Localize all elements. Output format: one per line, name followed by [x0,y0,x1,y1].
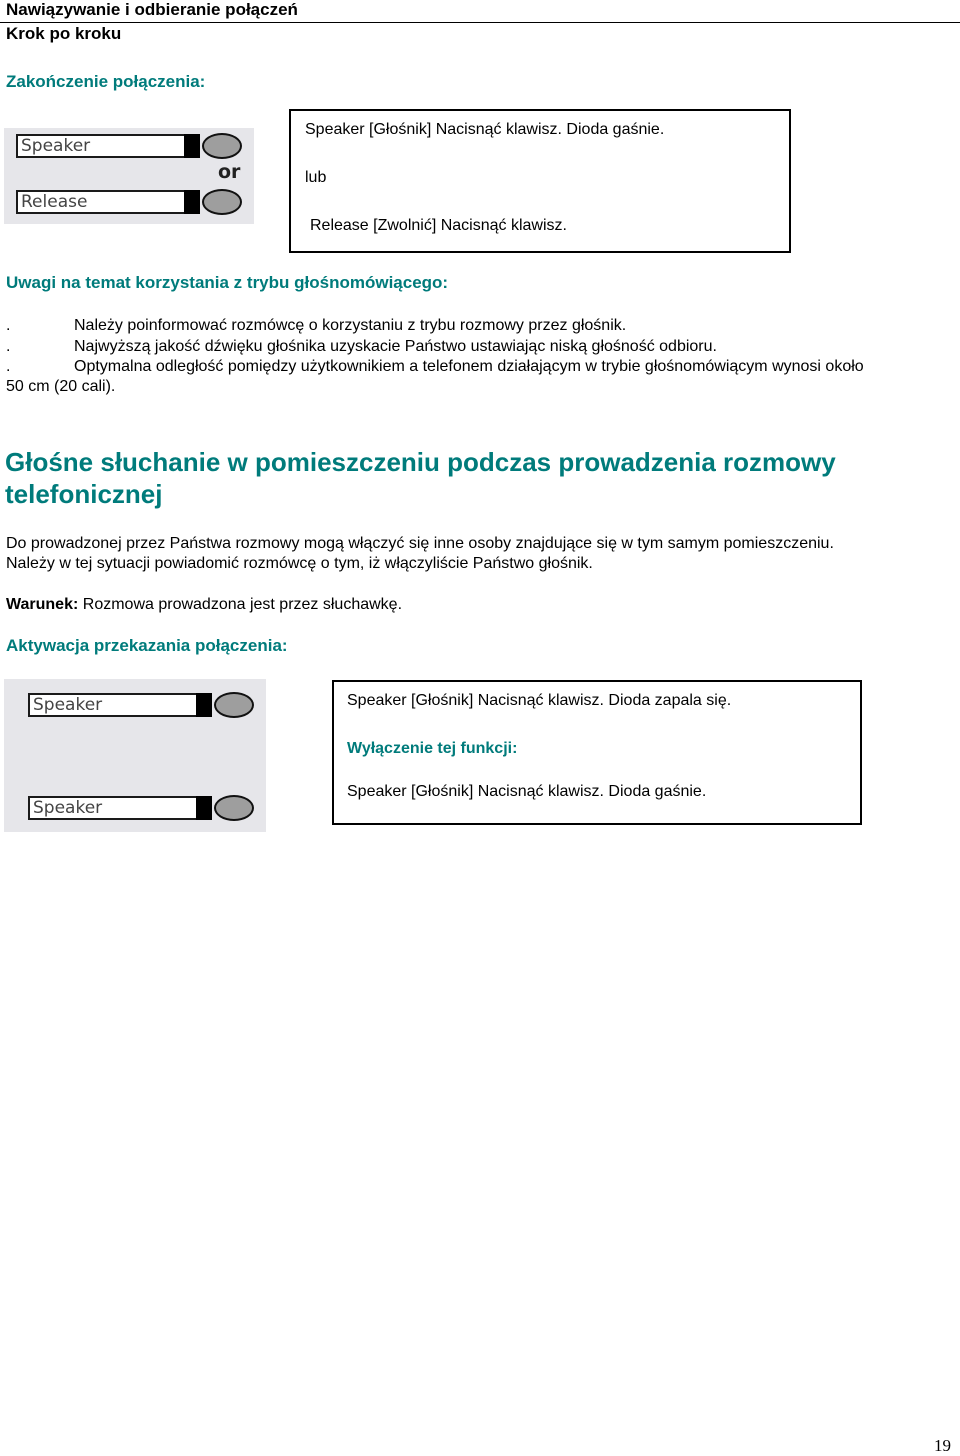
loud-listening-paragraph-line1: Do prowadzonej przez Państwa rozmowy mogą włączyć się inne osoby znajdujące się w tym samym pomieszczeniu. [6,535,834,552]
deactivation-step-speaker: Speaker [Głośnik] Nacisnąć klawisz. Dioda gaśnie. [347,783,707,800]
end-call-step-release: Release [Zwolnić] Nacisnąć klawisz. [310,217,567,234]
activation-instruction-box [332,680,862,825]
note-marker: . [6,358,11,375]
activation-keys-panel [4,679,266,832]
speaker-key[interactable] [28,693,212,717]
release-led-button[interactable] [202,189,242,215]
speaker-key-label: Speaker [33,695,103,715]
note-text: Należy poinformować rozmówcę o korzystaniu z trybu rozmowy przez głośnik. [74,317,627,334]
release-key[interactable] [16,190,200,214]
speaker-led-button[interactable] [214,795,254,821]
speaker-led-button[interactable] [202,133,242,159]
note-item [0,316,960,336]
note-text-continuation: 50 cm (20 cali). [6,378,116,395]
speaker-key[interactable] [28,796,212,820]
note-marker: . [6,338,11,355]
header-rule [0,22,960,23]
document-header-subtitle: Krok po kroku [6,24,122,43]
activation-heading: Aktywacja przekazania połączenia: [6,636,288,655]
or-label: or [218,161,241,183]
end-call-heading: Zakończenie połączenia: [6,72,206,91]
condition-line [6,595,402,615]
note-item [0,337,960,357]
note-marker: . [6,317,11,334]
activation-step-speaker: Speaker [Głośnik] Nacisnąć klawisz. Dioda zapala się. [347,692,732,709]
condition-label: Warunek: [6,596,79,613]
condition-text: Rozmowa prowadzona jest przez słuchawkę. [78,596,403,613]
speaker-key-label: Speaker [21,136,91,156]
notes-heading: Uwagi na temat korzystania z trybu głośnomówiącego: [6,273,449,292]
loud-listening-paragraph-line2: Należy w tej sytuacji powiadomić rozmówcę o tym, iż włączyliście Państwo głośnik. [6,555,593,572]
note-item [0,357,960,397]
end-call-or-text: lub [305,169,327,186]
end-call-step-speaker: Speaker [Głośnik] Nacisnąć klawisz. Dioda gaśnie. [305,121,665,138]
note-text: Najwyższą jakość dźwięku głośnika uzyskacie Państwo ustawiając niską głośność odbioru. [74,338,717,355]
end-call-keys-panel [4,128,254,224]
end-call-instruction-box [289,109,791,253]
release-key-label: Release [21,192,88,212]
speaker-key-label: Speaker [33,798,103,818]
speaker-key[interactable] [16,134,200,158]
note-text: Optymalna odległość pomiędzy użytkownikiem a telefonem działającym w trybie głośnomówiącym wynosi około [74,358,864,375]
section-title-line2: telefonicznej [5,479,163,509]
page-number: 19 [934,1436,951,1455]
deactivation-subheading: Wyłączenie tej funkcji: [347,740,518,757]
document-header-title: Nawiązywanie i odbieranie połączeń [6,0,298,19]
speaker-led-button[interactable] [214,692,254,718]
section-title-line1: Głośne słuchanie w pomieszczeniu podczas prowadzenia rozmowy [5,447,836,477]
